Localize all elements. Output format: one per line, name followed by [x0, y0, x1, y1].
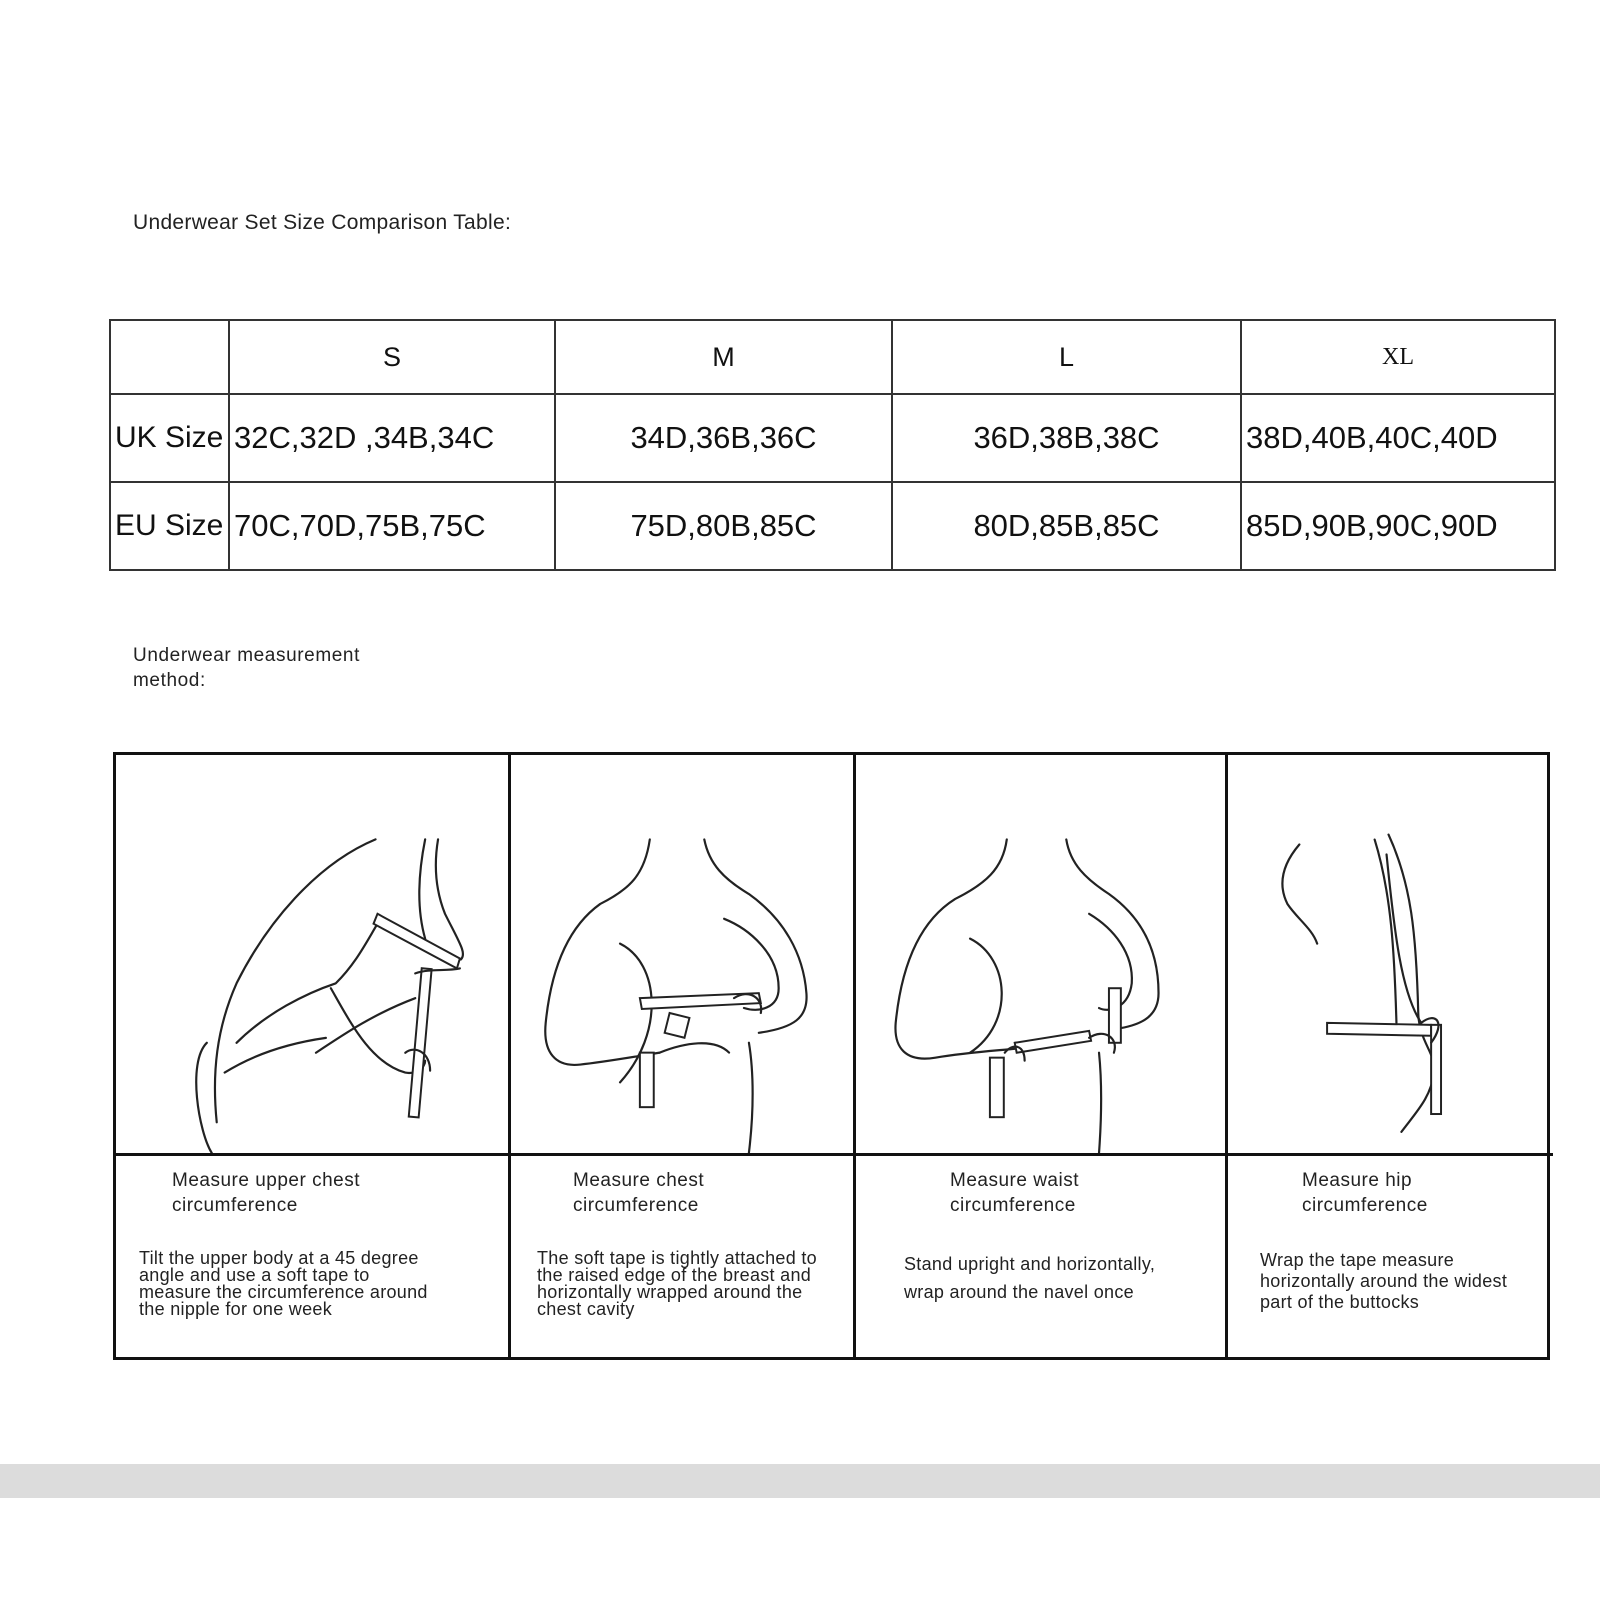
measure-step-upper-chest: [116, 755, 508, 1357]
step-description: Tilt the upper body at a 45 degree angle and use a soft tape to measure the circumference around the nipple for one week: [139, 1248, 428, 1319]
column-header-xl: XL: [1241, 320, 1555, 394]
measurement-title: Underwear measurement method:: [133, 645, 360, 691]
column-header-l: L: [892, 320, 1241, 394]
table-corner-cell: [110, 320, 229, 394]
table-cell: 70C,70D,75B,75C: [229, 482, 555, 570]
measure-step-chest: [508, 755, 853, 1357]
row-label-uk: UK Size: [110, 394, 229, 482]
waist-measure-illustration: [856, 755, 1225, 1156]
table-row: [110, 394, 1555, 482]
table-cell: 85D,90B,90C,90D: [1241, 482, 1555, 570]
chest-measure-illustration: [511, 755, 853, 1156]
step-caption: Measure waist circumference: [950, 1170, 1079, 1216]
table-header-row: [110, 320, 1555, 394]
upper-chest-measure-illustration: [116, 755, 508, 1156]
row-label-eu: EU Size: [110, 482, 229, 570]
step-caption: Measure upper chest circumference: [172, 1170, 360, 1216]
step-description: Stand upright and horizontally, wrap around the navel once: [904, 1254, 1156, 1302]
step-caption: Measure hip circumference: [1302, 1170, 1428, 1216]
measure-step-hip: [1225, 755, 1553, 1357]
table-cell: 36D,38B,38C: [892, 394, 1241, 482]
table-cell: 32C,32D ,34B,34C: [229, 394, 555, 482]
hip-measure-illustration: [1228, 755, 1553, 1156]
table-row: [110, 482, 1555, 570]
table-cell: 34D,36B,36C: [555, 394, 892, 482]
size-table-title: Underwear Set Size Comparison Table:: [133, 211, 512, 234]
measure-step-waist: [853, 755, 1225, 1357]
step-caption: Measure chest circumference: [573, 1170, 705, 1216]
step-description: Wrap the tape measure horizontally around the widest part of the buttocks: [1260, 1250, 1508, 1312]
size-comparison-table: [109, 319, 1556, 571]
table-cell: 38D,40B,40C,40D: [1241, 394, 1555, 482]
column-header-s: S: [229, 320, 555, 394]
step-description: The soft tape is tightly attached to the raised edge of the breast and horizontally wrapped around the chest cavity: [537, 1248, 817, 1319]
column-header-m: M: [555, 320, 892, 394]
bottom-divider-bar: [0, 1464, 1600, 1498]
table-cell: 75D,80B,85C: [555, 482, 892, 570]
measurement-method-grid: [113, 752, 1550, 1360]
table-cell: 80D,85B,85C: [892, 482, 1241, 570]
